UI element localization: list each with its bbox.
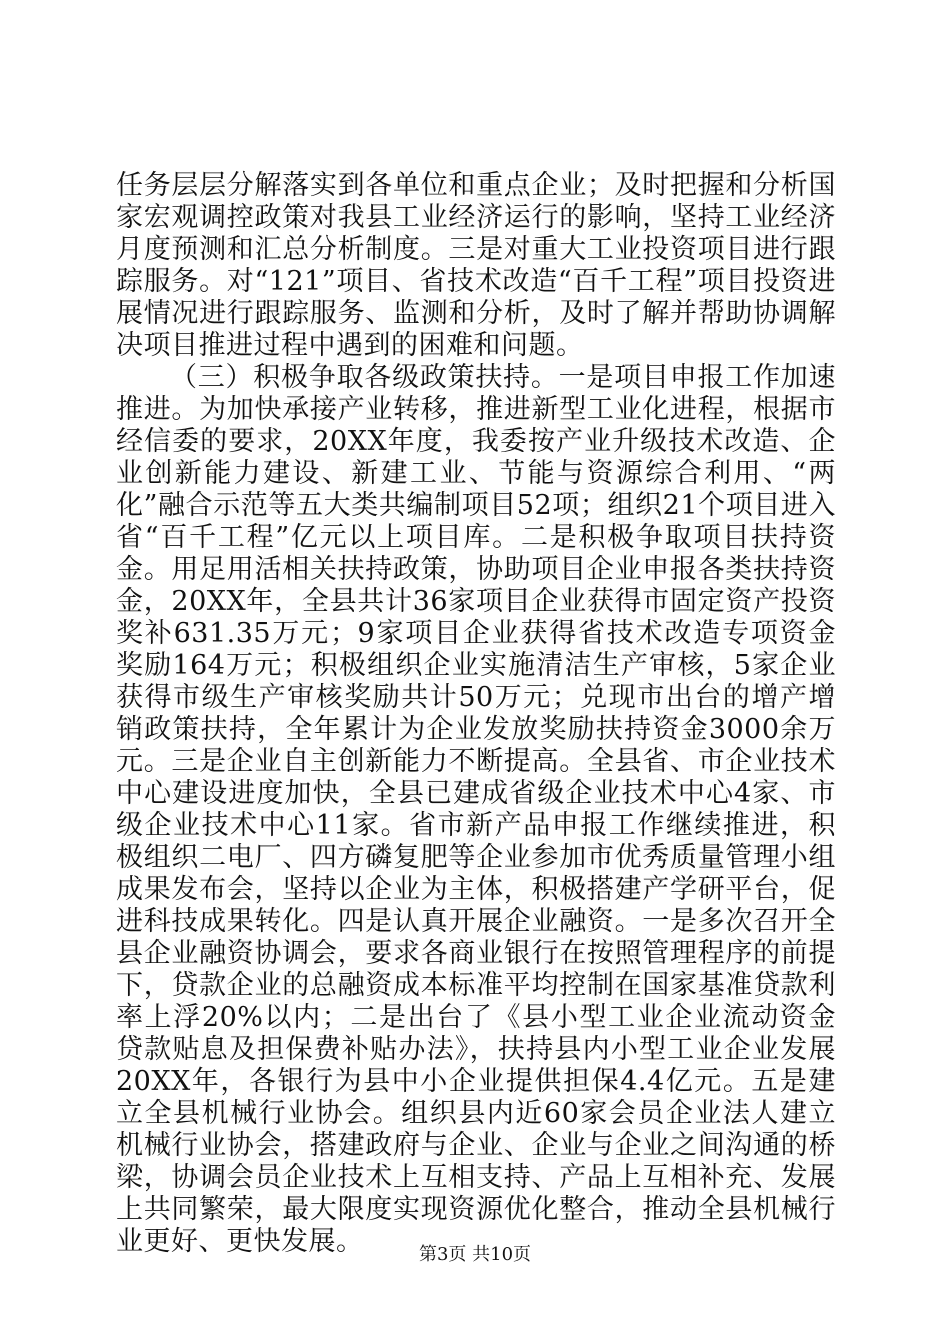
paragraph-continuation: 任务层层分解落实到各单位和重点企业；及时把握和分析国家宏观调控政策对我县工业经济运行的影响，坚持工业经济月度预测和汇总分析制度。三是对重大工业投资项目进行跟踪服务。对“121”项目、省技术改造“百千工程”项目投资进展情况进行跟踪服务、监测和分析，及时了解并帮助协调解决项目推进过程中遇到的困难和问题。 — [116, 170, 836, 361]
paragraph-section-three: （三）积极争取各级政策扶持。一是项目申报工作加速推进。为加快承接产业转移，推进新型工业化进程，根据市经信委的要求，20XX年度，我委按产业升级技术改造、企业创新能力建设、新建工业、节能与资源综合利用、“两化”融合示范等五大类共编制项目52项；组织21个项目进入省“百千工程”亿元以上项目库。二是积极争取项目扶持资金。用足用活相关扶持政策，协助项目企业申报各类扶持资金，20XX年，全县共计36家项目企业获得市固定资产投资奖补631.35万元；9家项目企业获得省技术改造专项资金奖励164万元；积极组织企业实施清洁生产审核，5家企业获得市级生产审核奖励共计50万元；兑现市出台的增产增销政策扶持，全年累计为企业发放奖励扶持资金3000余万元。三是企业自主创新能力不断提高。全县省、市企业技术中心建设进度加快，全县已建成省级企业技术中心4家、市级企业技术中心11家。省市新产品申报工作继续推进，积极组织二电厂、四方磷复肥等企业参加市优秀质量管理小组成果发布会，坚持以企业为主体，积极搭建产学研平台，促进科技成果转化。四是认真开展企业融资。一是多次召开全县企业融资协调会，要求各商业银行在按照管理程序的前提下，贷款企业的总融资成本标准平均控制在国家基准贷款利率上浮20%以内；二是出台了《县小型工业企业流动资金贷款贴息及担保费补贴办法》，扶持县内小型工业企业发展20XX年，各银行为县中小企业提供担保4.4亿元。五是建立全县机械行业协会。组织县内近60家会员企业法人建立机械行业协会，搭建政府与企业、企业与企业之间沟通的桥梁，协调会员企业技术上互相支持、产品上互相补充、发展上共同繁荣，最大限度实现资源优化整合，推动全县机械行业更好、更快发展。 — [116, 362, 836, 1257]
document-body — [116, 170, 836, 1258]
page-footer: 第3页 共10页 — [418, 1244, 532, 1265]
